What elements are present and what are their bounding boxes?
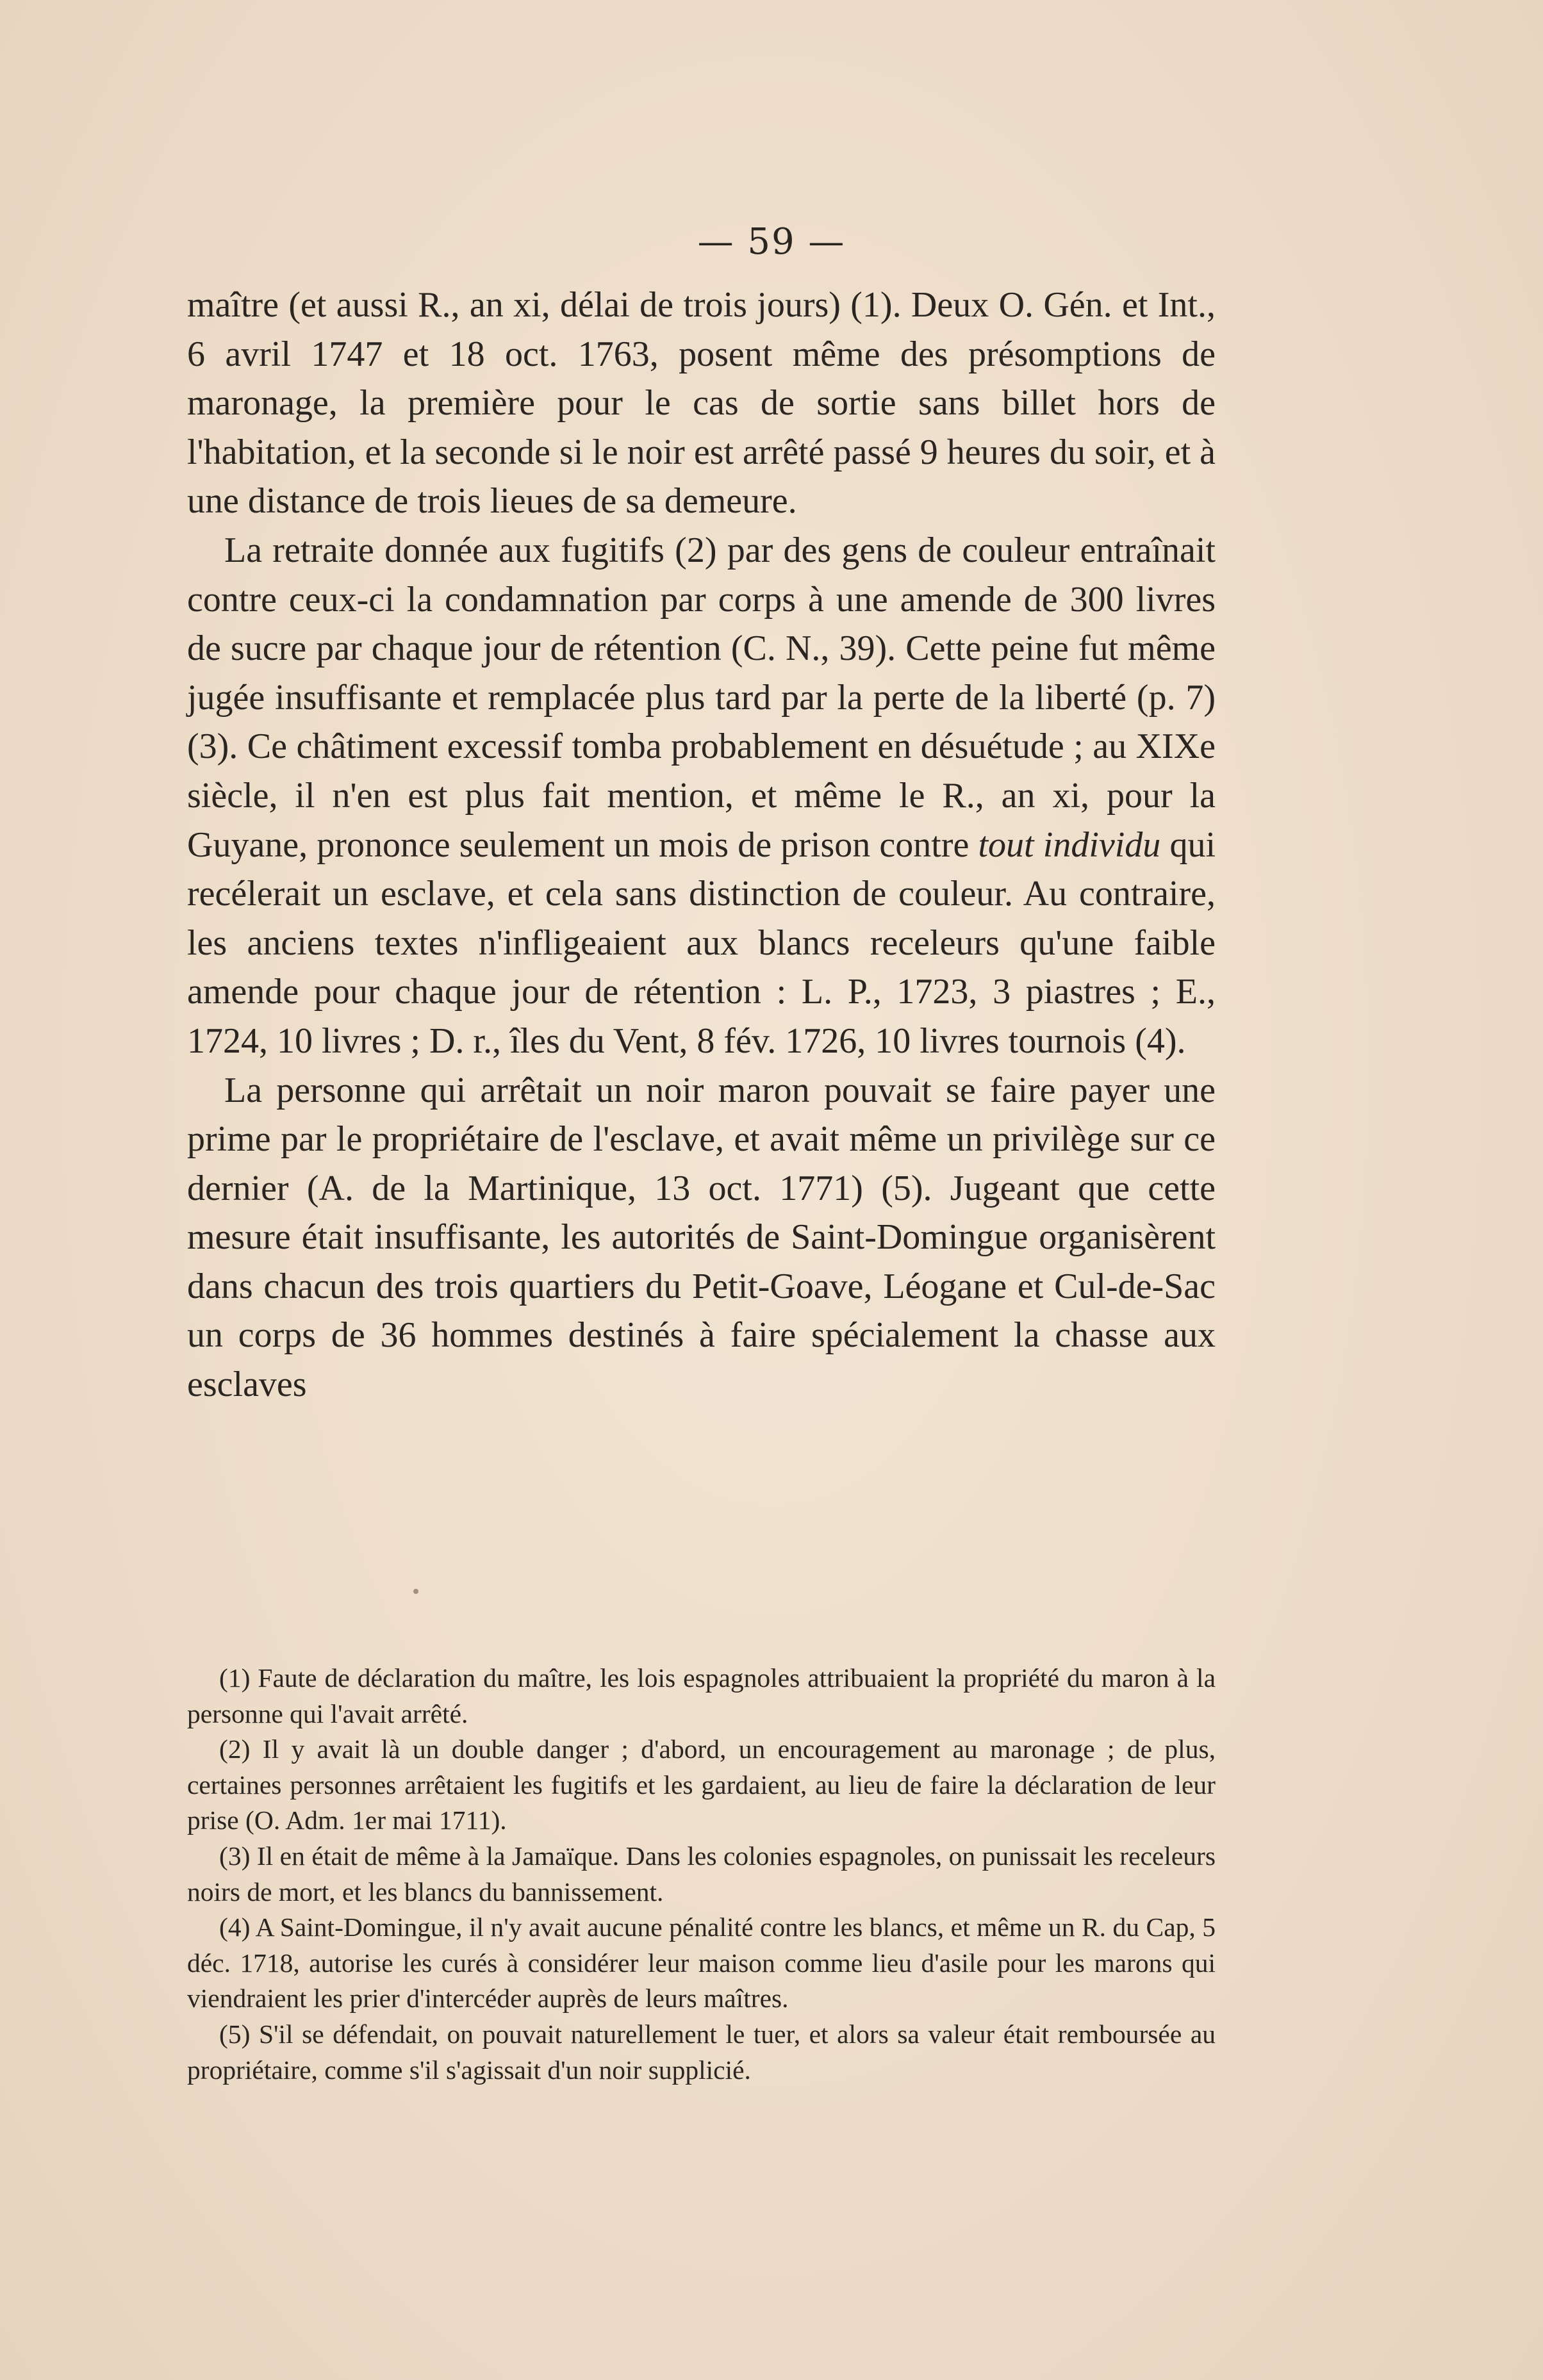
footnotes (187, 1661, 1216, 2088)
paragraph-1: maître (et aussi R., an xi, délai de trois jours) (1). Deux O. Gén. et Int., 6 avril 1747 et 18 oct. 1763, posent même des présomptions de maronage, la première pour le cas de sortie sans billet hors de l'habitation, et la seconde si le noir est arrêté passé 9 heures du soir, et à une distance de trois lieues de sa demeure. (187, 285, 1216, 521)
paragraph-3: La personne qui arrêtait un noir maron pouvait se faire payer une prime par le propriétaire de l'esclave, et avait même un privilège sur ce dernier (A. de la Martinique, 13 oct. 1771) (5). Jugeant que cette mesure était insuffisante, les autorités de Saint-Domingue organisèrent dans chacun des trois quartiers du Petit-Goave, Léogane et Cul-de-Sac un corps de 36 hommes destinés à faire spécialement la chasse aux esclaves (187, 1070, 1216, 1405)
paragraph-2-italic: tout individu (978, 825, 1161, 865)
footnote-3: (3) Il en était de même à la Jamaïque. Dans les colonies espagnoles, on punissait les receleurs noirs de mort, et les blancs du bannissement. (187, 1841, 1216, 1907)
main-text (187, 281, 1216, 1409)
footnote-4: (4) A Saint-Domingue, il n'y avait aucune pénalité contre les blancs, et même un R. du Cap, 5 déc. 1718, autorise les curés à considérer leur maison comme lieu d'asile pour les marons qui viendraient les prier d'intercéder auprès de leurs maîtres. (187, 1912, 1216, 2014)
paper-speck (413, 1589, 418, 1594)
paragraph-2-part-2: qui recélerait un esclave, et cela sans distinction de couleur. Au contraire, les anciens textes n'infligeaient aux blancs receleurs qu'une faible amende pour chaque jour de rétention : L. P., 1723, 3 piastres ; E., 1724, 10 livres ; D. r., îles du Vent, 8 fév. 1726, 10 livres tournois (4). (187, 825, 1216, 1061)
paragraph-2 (187, 526, 1216, 1066)
footnote-1: (1) Faute de déclaration du maître, les lois espagnoles attribuaient la propriété du maron à la personne qui l'avait arrêté. (187, 1663, 1216, 1728)
paragraph-2-part-1: La retraite donnée aux fugitifs (2) par des gens de couleur entraînait contre ceux-ci la condamnation par corps à une amende de 300 livres de sucre par chaque jour de rétention (C. N., 39). Cette peine fut même jugée insuffisante et remplacée plus tard par la perte de la liberté (p. 7) (3). Ce châtiment excessif tomba probablement en désuétude ; au XIXe siècle, il n'en est plus fait mention, et même le R., an xi, pour la Guyane, prononce seulement un mois de prison contre (187, 530, 1216, 865)
page-number: — 59 — (697, 221, 846, 263)
footnote-5: (5) S'il se défendait, on pouvait naturellement le tuer, et alors sa valeur était remboursée au propriétaire, comme s'il s'agissait d'un noir supplicié. (187, 2019, 1216, 2085)
footnote-2: (2) Il y avait là un double danger ; d'abord, un encouragement au maronage ; de plus, certaines personnes arrêtaient les fugitifs et les gardaient, au lieu de faire la déclaration de leur prise (O. Adm. 1er mai 1711). (187, 1734, 1216, 1835)
